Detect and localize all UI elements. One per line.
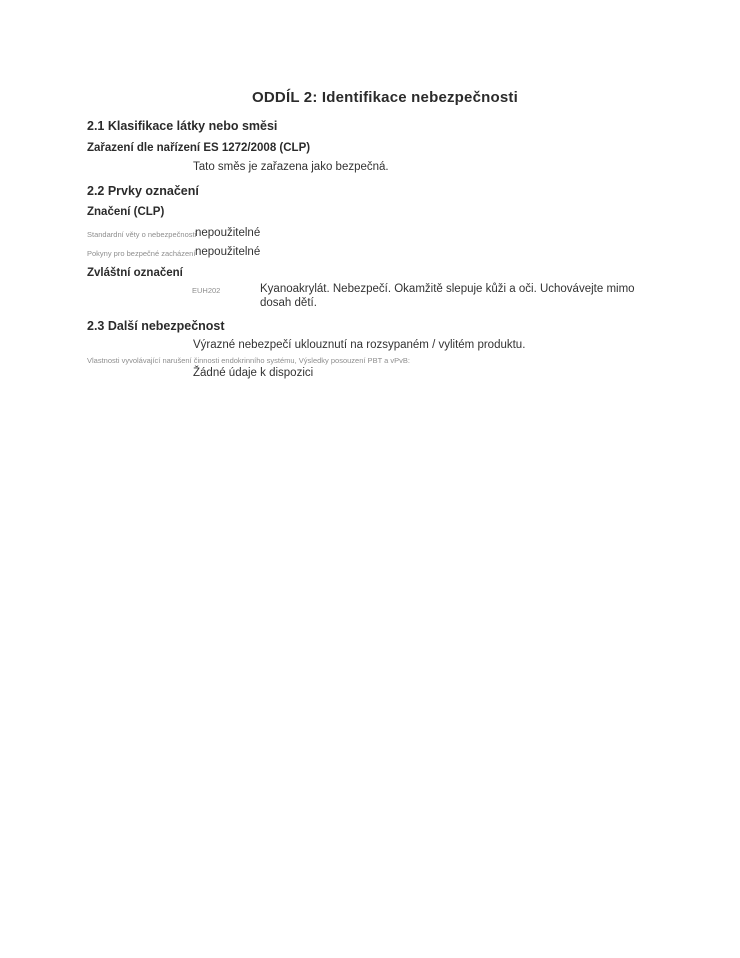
hazard-statements-value: nepoužitelné [195, 227, 261, 239]
precautionary-statements-value: nepoužitelné [195, 246, 261, 258]
hazard-statements-row [87, 227, 683, 241]
hazard-statements-label: Standardní věty o nebezpečnosti [87, 230, 197, 239]
subheading-labelling-clp: Značení (CLP) [87, 206, 165, 218]
heading-2-1: 2.1 Klasifikace látky nebo směsi [87, 119, 278, 133]
euh202-row [87, 282, 683, 312]
endocrine-pbt-value: Žádné údaje k dispozici [193, 367, 314, 379]
subheading-special-labelling: Zvláštní označení [87, 267, 183, 279]
slip-hazard-statement: Výrazné nebezpečí uklouznutí na rozsypaném / vylitém produktu. [193, 339, 526, 351]
heading-2-3: 2.3 Další nebezpečnost [87, 319, 225, 333]
endocrine-pbt-label: Vlastnosti vyvolávající narušení činnosti endokrinního systému, Výsledky posouzení PBT a vPvB: [87, 356, 410, 365]
document-content [87, 0, 683, 958]
heading-2-2: 2.2 Prvky označení [87, 184, 199, 198]
euh202-text: Kyanoakrylát. Nebezpečí. Okamžitě slepuje kůži a oči. Uchovávejte mimo dosah dětí. [260, 283, 635, 309]
precautionary-statements-label: Pokyny pro bezpečné zacházení [87, 249, 196, 258]
subheading-clp-classification: Zařazení dle nařízení ES 1272/2008 (CLP) [87, 142, 311, 154]
classification-statement: Tato směs je zařazena jako bezpečná. [193, 161, 389, 173]
section-2-title: ODDÍL 2: Identifikace nebezpečnosti [252, 89, 518, 106]
euh202-code: EUH202 [192, 286, 221, 295]
precautionary-statements-row [87, 246, 683, 260]
